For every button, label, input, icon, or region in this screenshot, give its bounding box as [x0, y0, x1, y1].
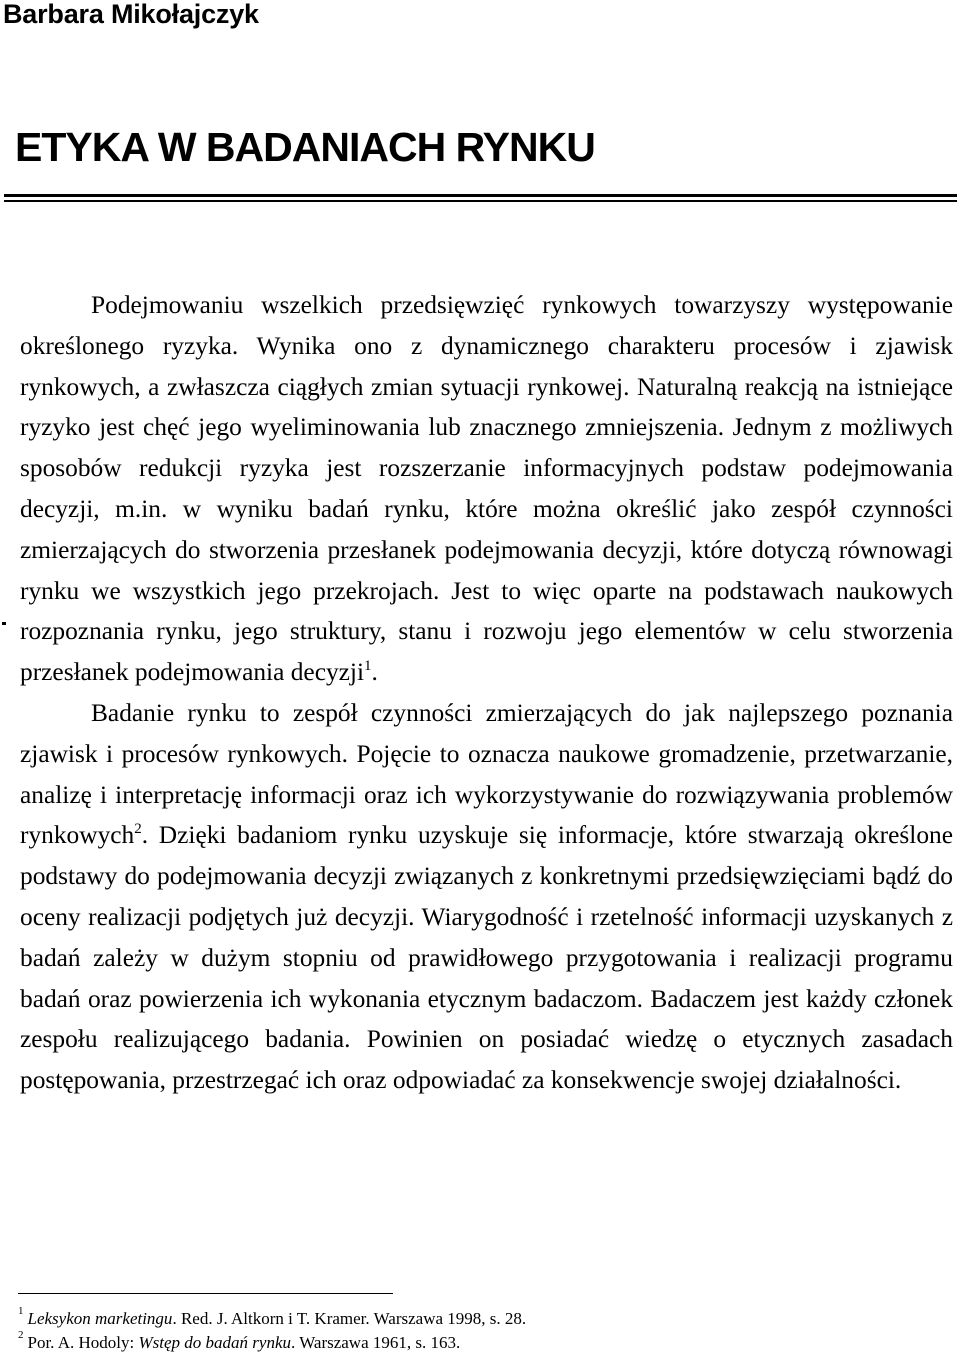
article-title: ETYKA W BADANIACH RYNKU: [15, 124, 595, 170]
footnote-citation: . Red. J. Altkorn i T. Kramer. Warszawa 1998, s. 28.: [172, 1309, 527, 1328]
paragraph-1-tail: .: [371, 658, 378, 687]
footnote-number: 1: [18, 1305, 24, 1318]
footnote-separator: [18, 1293, 393, 1294]
article-body: [20, 285, 953, 1101]
footnote-work-title: Leksykon marketingu: [27, 1309, 173, 1328]
author-name: Barbara Mikołajczyk: [3, 0, 259, 29]
footnote-prefix: Por. A. Hodoly:: [27, 1333, 139, 1352]
footnote-citation: . Warszawa 1961, s. 163.: [291, 1333, 461, 1352]
footnote-number: 2: [18, 1329, 24, 1342]
title-rule-top: [4, 194, 957, 197]
footnote-ref-2: 2: [134, 820, 142, 837]
footnote-ref-1: 1: [364, 657, 372, 674]
scan-artifact-dot: [2, 622, 6, 625]
paragraph-1-text: Podejmowaniu wszelkich przedsięwzięć rynkowych towarzyszy występowanie określonego ryzyka. Wynika ono z dynamicznego charakteru procesów i zjawisk rynkowych, a zwłaszcza ciągłych zmian sytuacji rynkowej. Naturalną reakcją na istniejące ryzyko jest chęć jego wyeliminowania lub znacznego zmniejszenia. Jednym z możliwych sposobów redukcji ryzyka jest rozszerzanie informacyjnych podstaw podejmowania decyzji, m.in. w wyniku badań rynku, które można określić jako zespół czynności zmierzających do stworzenia przesłanek podejmowania decyzji, które dotyczą równowagi rynku we wszystkich jego przekrojach. Jest to więc oparte na podstawach naukowych rozpoznania rynku, jego struktury, stanu i rozwoju jego elementów w celu stworzenia przesłanek podejmowania decyzji: [20, 291, 953, 687]
footnote-work-title: Wstęp do badań rynku: [138, 1333, 292, 1352]
footnote-1: [18, 1307, 918, 1331]
paragraph-2: [20, 693, 953, 1101]
footnote-2: [18, 1331, 918, 1355]
title-rule-bottom: [4, 200, 957, 202]
paragraph-2-text: Badanie rynku to zespół czynności zmierzających do jak najlepszego poznania zjawisk i procesów rynkowych. Pojęcie to oznacza naukowe gromadzenie, przetwarzanie, analizę i interpretację informacji oraz ich wykorzystywanie do rozwiązywania problemów rynkowych: [20, 698, 953, 850]
paragraph-2-tail: . Dzięki badaniom rynku uzyskuje się informacje, które stwarzają określone podstawy do podejmowania decyzji związanych z konkretnymi przedsięwzięciami bądź do oceny realizacji podjętych już decyzji. Wiarygodność i rzetelność informacji uzyskanych z badań zależy w dużym stopniu od prawidłowego przygotowania i realizacji programu badań oraz powierzenia ich wykonania etycznym badaczom. Badaczem jest każdy członek zespołu realizującego badania. Powinien on posiadać wiedzę o etycznych zasadach postępowania, przestrzegać ich oraz odpowiadać za konsekwencje swojej działalności.: [20, 821, 953, 1095]
paragraph-1: [20, 285, 953, 693]
footnotes: [18, 1307, 918, 1355]
